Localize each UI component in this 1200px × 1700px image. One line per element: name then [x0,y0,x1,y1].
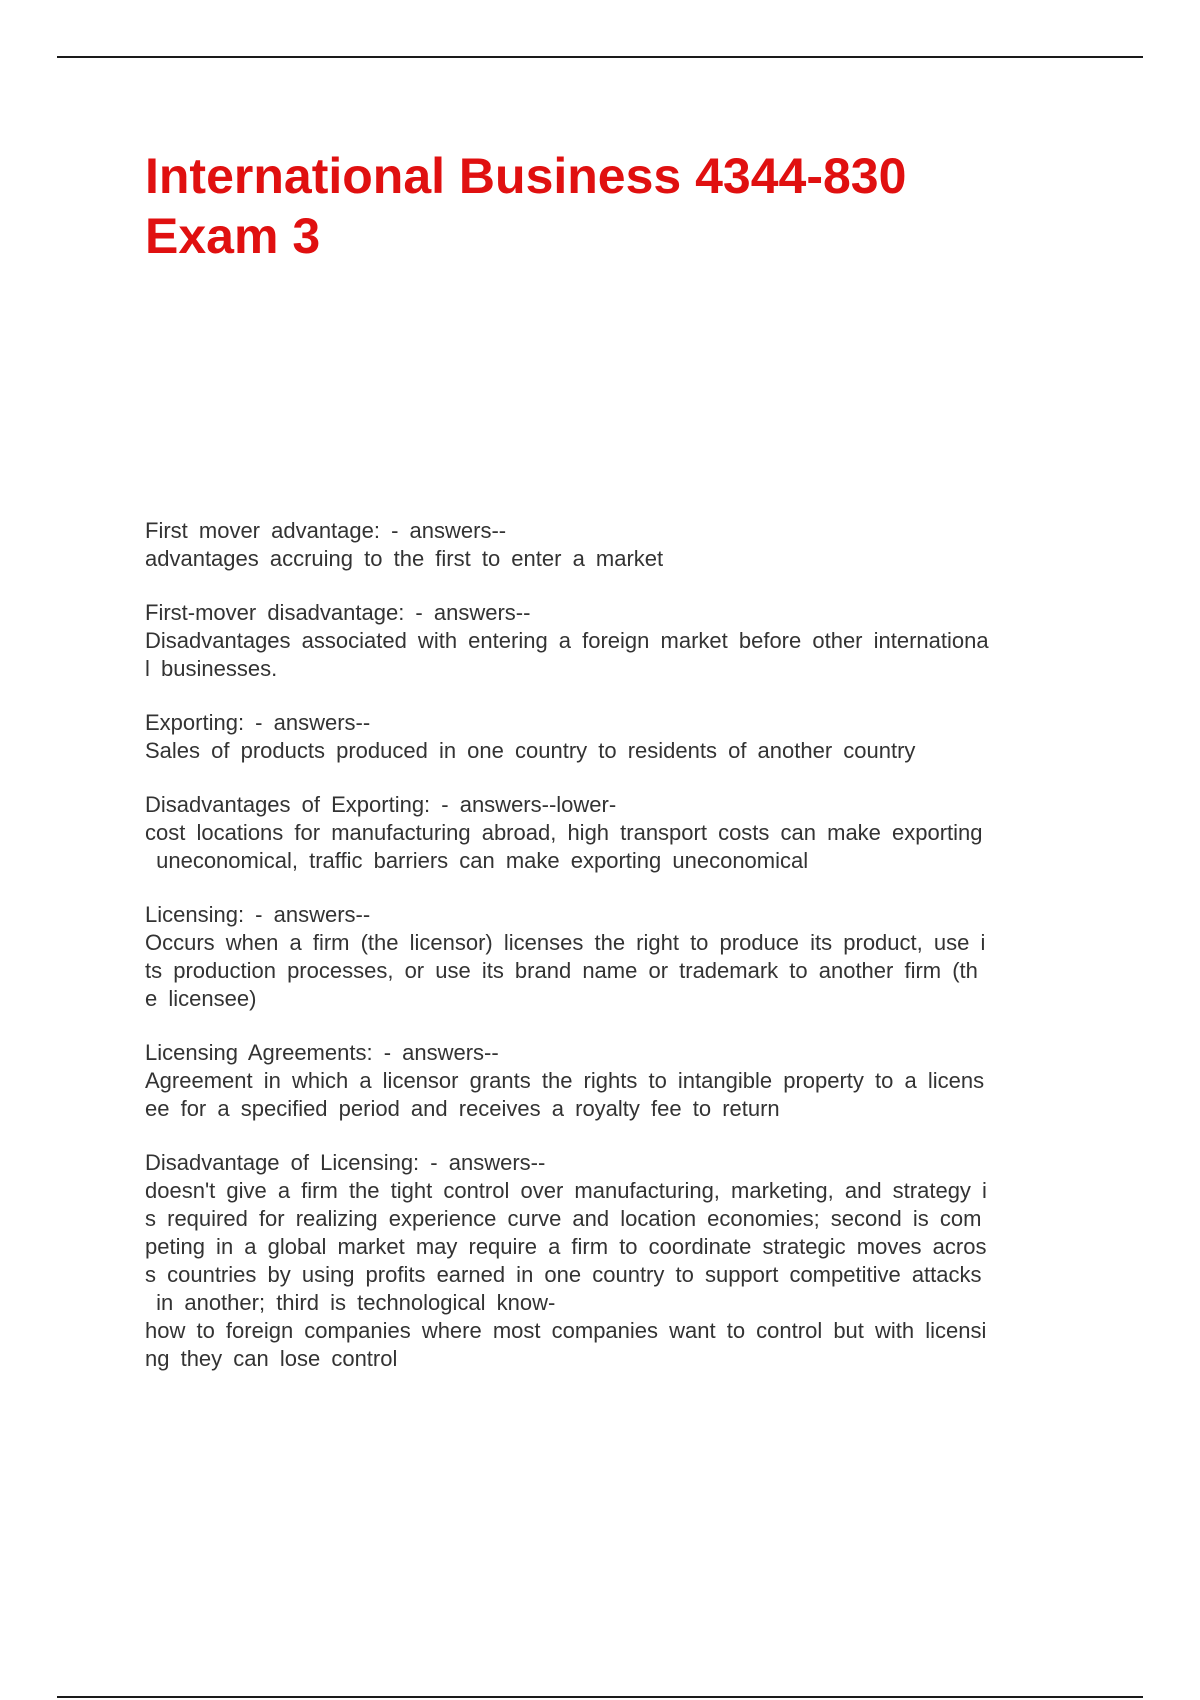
entry-term: Licensing: - answers-- [145,902,371,927]
bottom-rule [57,1696,1143,1698]
entry-definition-line: s countries by using profits earned in one country to support competitive attacks [145,1262,982,1287]
title-line: Exam 3 [145,208,321,264]
entry-definition-line: uneconomical, traffic barriers can make exporting uneconomical [145,848,809,873]
top-rule [57,56,1143,58]
entry-definition-line: ng they can lose control [145,1346,398,1371]
flashcard-entry [145,517,1085,573]
title-line: International Business 4344-830 [145,148,907,204]
entry-definition-line: Disadvantages associated with entering a foreign market before other internationa [145,628,989,653]
entry-definition-line: advantages accruing to the first to enter a market [145,546,664,571]
document-title [145,146,1105,266]
flashcard-entry [145,791,1085,875]
entry-definition-line: peting in a global market may require a firm to coordinate strategic moves acros [145,1234,987,1259]
entry-term: Disadvantage of Licensing: - answers-- [145,1150,546,1175]
entry-definition-line: ts production processes, or use its brand name or trademark to another firm (th [145,958,978,983]
flashcard-entry [145,599,1085,683]
entry-definition-line: how to foreign companies where most companies want to control but with licensi [145,1318,987,1343]
entry-term: First-mover disadvantage: - answers-- [145,600,531,625]
flashcard-entry [145,1039,1085,1123]
entry-definition-line: Sales of products produced in one country to residents of another country [145,738,916,763]
flashcard-list [145,517,1085,1399]
entry-definition-line: cost locations for manufacturing abroad, high transport costs can make exporting [145,820,983,845]
entry-definition-line: doesn't give a firm the tight control over manufacturing, marketing, and strategy i [145,1178,987,1203]
entry-term: Exporting: - answers-- [145,710,371,735]
entry-definition-line: s required for realizing experience curve and location economies; second is com [145,1206,982,1231]
flashcard-entry [145,1149,1085,1373]
entry-term: Disadvantages of Exporting: - answers--lower- [145,792,617,817]
entry-definition-line: Occurs when a firm (the licensor) licenses the right to produce its product, use i [145,930,986,955]
flashcard-entry [145,709,1085,765]
entry-definition-line: l businesses. [145,656,278,681]
entry-definition-line: ee for a specified period and receives a royalty fee to return [145,1096,780,1121]
entry-term: Licensing Agreements: - answers-- [145,1040,499,1065]
entry-definition-line: in another; third is technological know- [145,1290,556,1315]
entry-term: First mover advantage: - answers-- [145,518,507,543]
entry-definition-line: Agreement in which a licensor grants the rights to intangible property to a licens [145,1068,985,1093]
entry-definition-line: e licensee) [145,986,257,1011]
flashcard-entry [145,901,1085,1013]
